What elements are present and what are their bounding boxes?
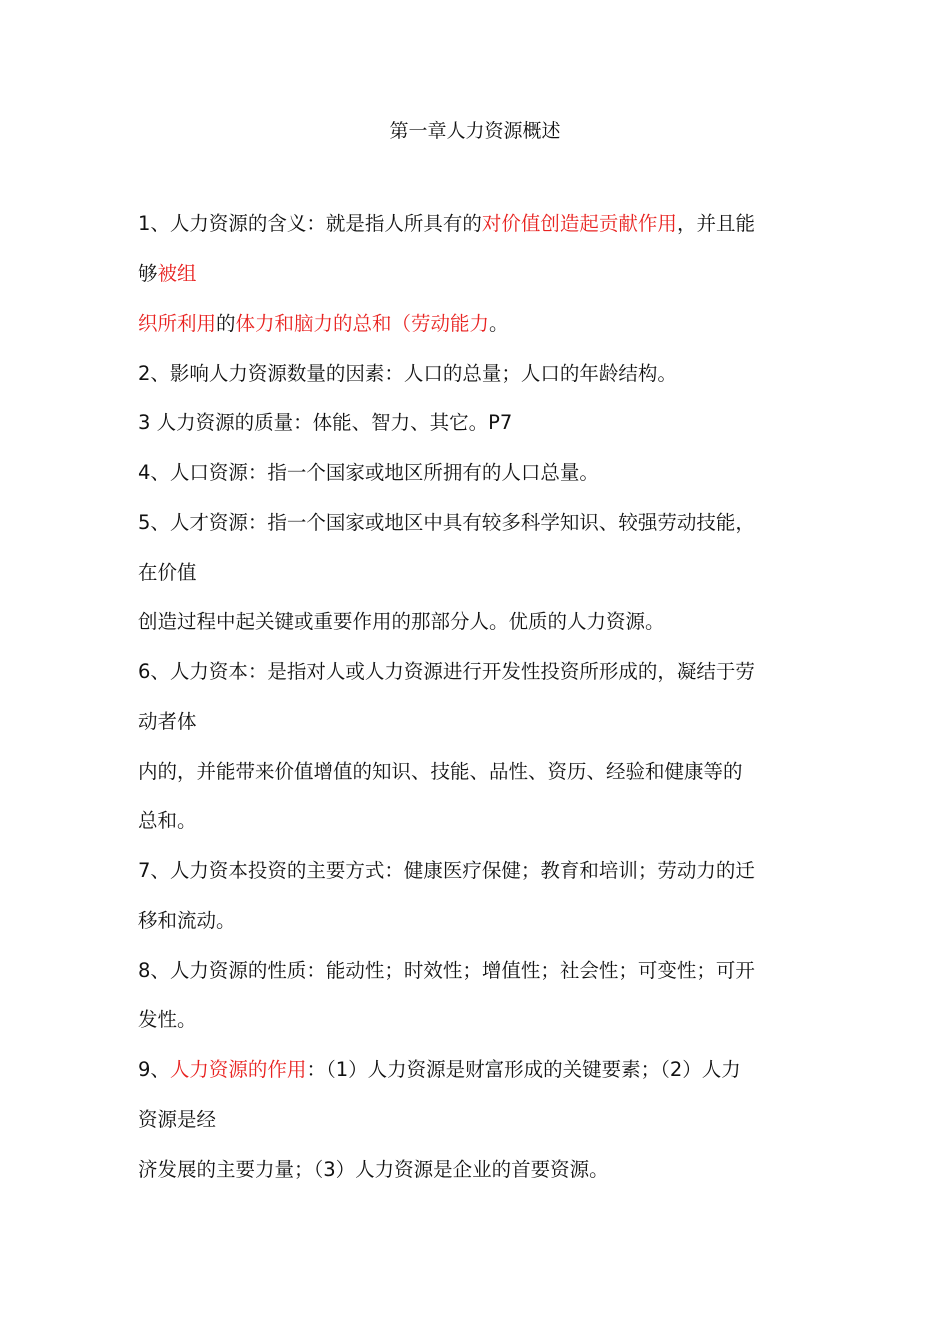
text-line [138, 907, 236, 935]
text-segment: ，并且能 [676, 212, 755, 235]
text-segment: 9、 [138, 1058, 170, 1081]
text-line [138, 957, 755, 985]
text-segment: 济发展的主要力量；（3）人力资源是企业的首要资源。 [138, 1158, 609, 1181]
text-line [138, 1006, 197, 1034]
text-segment: 在价值 [138, 561, 197, 584]
highlighted-text: 对价值创造起贡献作用 [481, 212, 677, 235]
text-segment: 1、人力资源的含义：就是指人所具有的 [138, 212, 482, 235]
text-line [138, 210, 755, 238]
text-segment: 的 [216, 312, 236, 335]
text-segment: 8、人力资源的性质：能动性；时效性；增值性；社会性；可变性；可开 [138, 959, 755, 982]
text-segment: 内的，并能带来价值增值的知识、技能、品性、资历、经验和健康等的 [138, 760, 743, 783]
highlighted-text: 被组 [157, 262, 197, 285]
highlighted-text: 体力和脑力的总和（劳动能力 [235, 312, 490, 335]
text-segment: 2、影响人力资源数量的因素：人口的总量；人口的年龄结构。 [138, 362, 677, 385]
text-segment: 总和。 [138, 809, 197, 832]
text-line [138, 459, 599, 487]
text-segment: 5、人才资源：指一个国家或地区中具有较多科学知识、较强劳动技能， [138, 511, 755, 534]
text-line [138, 260, 197, 288]
text-line [138, 409, 512, 437]
text-segment: 资源是经 [138, 1108, 217, 1131]
text-line [138, 758, 743, 786]
text-line [138, 559, 197, 587]
text-line [138, 310, 509, 338]
text-line [138, 1156, 609, 1184]
text-segment: 移和流动。 [138, 909, 236, 932]
text-segment: 4、人口资源：指一个国家或地区所拥有的人口总量。 [138, 461, 599, 484]
page-title: 第一章人力资源概述 [389, 120, 561, 142]
text-line [138, 708, 197, 736]
text-segment: 创造过程中起关键或重要作用的那部分人。优质的人力资源。 [138, 610, 665, 633]
highlighted-text: 人力资源的作用 [169, 1058, 307, 1081]
highlighted-text: 织所利用 [138, 312, 217, 335]
text-segment: 3 人力资源的质量：体能、智力、其它。P7 [138, 411, 513, 434]
text-line [138, 1056, 741, 1084]
text-line [138, 509, 755, 537]
text-line [138, 857, 755, 885]
text-segment: 动者体 [138, 710, 197, 733]
text-segment: 够 [138, 262, 158, 285]
text-line [138, 807, 197, 835]
text-line [138, 1106, 216, 1134]
text-line [138, 608, 665, 636]
text-segment: 6、人力资本：是指对人或人力资源进行开发性投资所形成的，凝结于劳 [138, 660, 755, 683]
text-segment: 。 [489, 312, 509, 335]
text-segment: ：（1）人力资源是财富形成的关键要素；（2）人力 [306, 1058, 741, 1081]
text-line [138, 658, 755, 686]
text-segment: 7、人力资本投资的主要方式：健康医疗保健；教育和培训；劳动力的迁 [138, 859, 755, 882]
text-line [138, 360, 677, 388]
text-segment: 发性。 [138, 1008, 197, 1031]
